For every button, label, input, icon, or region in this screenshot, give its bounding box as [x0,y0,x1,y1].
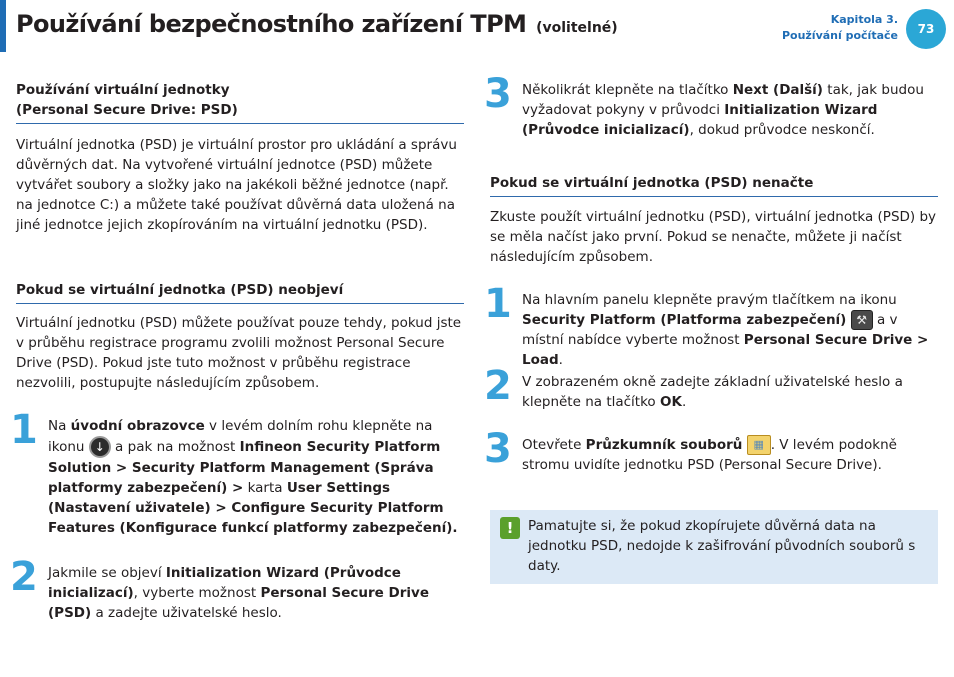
section-heading-line: (Personal Secure Drive: PSD) [16,102,238,118]
page-title [16,10,618,38]
down-arrow-circle-icon: ↓ [89,436,111,458]
step-text: Jakmile se objeví Initialization Wizard (Průvodce inicializací), vyberte možnost Personal Secure Drive (PSD) a zadejte uživatelské heslo. [48,565,429,621]
step-text: Několikrát klepněte na tlačítko Next (Další) tak, jak budou vyžadovat pokyny v průvodci Initialization Wizard (Průvodce inicializací), dokud průvodce neskončí. [522,82,924,138]
step-number: 2 [484,363,512,409]
step-text: V zobrazeném okně zadejte základní uživatelské heslo a klepněte na tlačítko OK. [522,374,903,410]
section-body-psd: Virtuální jednotka (PSD) je virtuální prostor pro ukládání a správu důvěrných dat. Na vytvořené virtuální jednotce (PSD) můžete vytvářet soubory a složky jako na jakékoli běžné jednotce (např. na jednotce C:) a můžete také používat důvěrná data uložená na jiné jednotce jejich zkopírováním na virtuální jednotku (PSD). [16,137,457,233]
page-title-suffix: (volitelné) [536,20,618,36]
page-title-text: Používání bezpečnostního zařízení TPM [16,10,527,38]
step-text: Na hlavním panelu klepněte pravým tlačítkem na ikonu Security Platform (Platforma zabezpečení) ⚒ a v místní nabídce vyberte možnost Personal Secure Drive > Load. [522,292,929,368]
step-number: 1 [10,407,38,453]
note-box [490,510,938,584]
file-explorer-icon: ▦ [747,435,771,455]
section-heading-not-loaded: Pokud se virtuální jednotka (PSD) nenačte [490,173,938,197]
step-number: 1 [484,281,512,327]
section-body-not-shown: Virtuální jednotku (PSD) můžete používat pouze tehdy, pokud jste v průběhu registrace programu zvolili možnost Personal Secure Drive (PSD). Pokud jste tuto možnost v průběhu registrace nezvolili, postupujte následujícím způsobem. [16,315,462,391]
exclamation-icon: ! [500,517,520,539]
note-text: Pamatujte si, že pokud zkopírujete důvěrná data na jednotku PSD, nedojde k zašifrování původních souborů s daty. [528,518,916,574]
step-number: 3 [484,71,512,117]
section-heading-psd [16,80,464,124]
section-body-not-loaded: Zkuste použít virtuální jednotku (PSD), virtuální jednotka (PSD) by se měla načíst jako první. Pokud se nenačte, můžete ji načíst následujícím způsobem. [490,209,937,265]
page-number-badge: 73 [906,9,946,49]
step-number: 3 [484,426,512,472]
security-platform-icon: ⚒ [851,310,873,330]
header-accent-bar [0,0,6,52]
step-number: 2 [10,554,38,600]
section-heading-not-shown: Pokud se virtuální jednotka (PSD) neobjeví [16,280,464,304]
chapter-subtitle: Používání počítače [781,29,898,42]
section-heading-line: Používání virtuální jednotky [16,82,230,98]
chapter-number: Kapitola 3. [830,13,898,26]
chapter-label [782,12,898,44]
step-text: Na úvodní obrazovce v levém dolním rohu klepněte na ikonu ↓ a pak na možnost Infineon Security Platform Solution > Security Platform Management (Správa platformy zabezpečení) > karta User Settings (Nastavení uživatele) > Configure Security Platform Features (Konfigurace funkcí platformy zabezpečení). [48,418,458,536]
step-text: Otevřete Průzkumník souborů ▦ . V levém podokně stromu uvidíte jednotku PSD (Personal Secure Drive). [522,437,897,473]
